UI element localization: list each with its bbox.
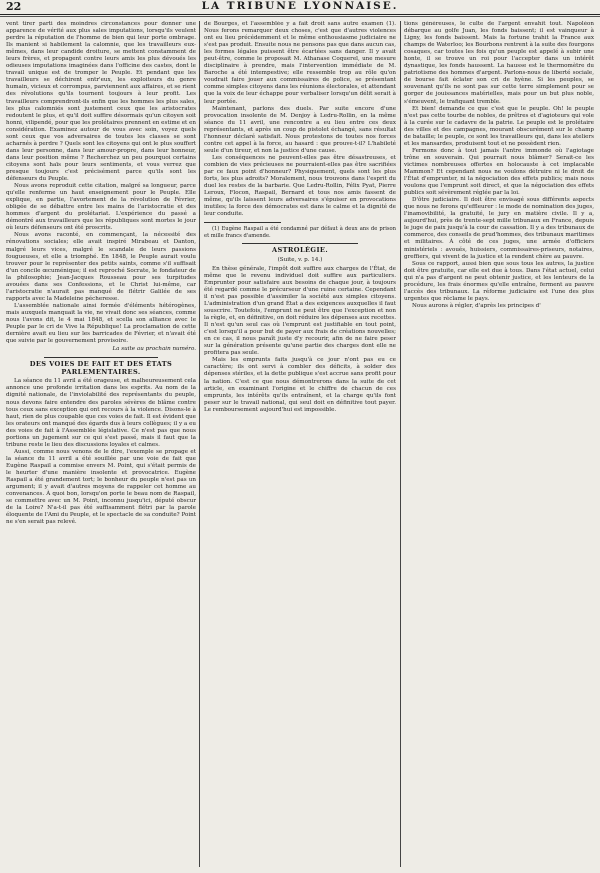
- column-1: [6, 21, 196, 867]
- article-subheading: (Suite, v. p. 14.): [277, 256, 323, 263]
- page-header: [0, 0, 600, 15]
- continuation-note: La suite au prochain numéro.: [112, 346, 196, 353]
- article-paragraph: Les conséquences ne peuvent-elles pas être désastreuses, et combien de vies précieuses ne pourraient-elles pas être sacrifiées par ce faux point d'honneur? Physiquement, quels sont les plus forts, les plus adroits? Moralement, nous trouvons dans l'esprit du duel les restes de la barbarie. Que Ledru-Rollin, Félix Pyat, Pierre Leroux, Flocon, Raspail, Bernard et tous nos amis fassent de même, qu'ils laissent leurs adversaires s'épuiser en provocations inutiles; la force des démocrates est dans le calme et la dignité de leur conduite.: [204, 154, 396, 218]
- column-3: [404, 21, 594, 867]
- article-paragraph: Nous avons reproduit cette citation, malgré sa longueur, parce qu'elle renferme un haut enseignement pour le Peuple. Elle explique, en partie, l'avortement de la révolution de Février, obligée de se débattre entre les mains de l'aristocratie et des hommes d'argent du prolétariat. L'expérience du passé a démontré aux travailleurs que les républiques sont mortes le jour où leurs défenseurs ont été proscrits.: [6, 183, 196, 232]
- article-paragraph: Sous ce rapport, aussi bien que sous tous les autres, la justice doit être gratuite, car elle est due à tous. Dans l'état actuel, celui qui n'a pas d'argent ne peut obtenir justice, et les lenteurs de la procédure, les frais énormes qu'elle entraîne, ferment au pauvre l'accès des tribunaux. La réforme judiciaire est l'une des plus urgentes que réclame le pays.: [404, 260, 594, 302]
- article-paragraph: D'ôtre judiciaire. Il doit être envisagé sous différents aspects que nous ne ferons qu'effleurer : le mode de nomination des juges, l'inamovibilité, la gratuité, le jury en matière civile. Il y a, aujourd'hui, près de trente-sept mille tribunaux en France, depuis le juge de paix jusqu'à la cour de cassation. Il y a des tribunaux de commerce, des conseils de prud'hommes, des tribunaux maritimes et militaires. À côté de ces juges, une armée d'officiers ministériels : avoués, huissiers, commissaires-priseurs, notaires, greffiers, qui vivent de la justice et la rendent chère au pauvre.: [404, 197, 594, 260]
- column-2: [204, 21, 396, 867]
- article-paragraph: Maintenant, parlons des duels. Par suite encore d'une provocation insolente de M. Denjoy à Ledru-Rollin, en la même séance du 11 avril, une rencontre a eu lieu entre ces deux représentants, et après un coup de pistolet échangé, sans résultat l'honneur déclaré satisfait. Nous protestons de toutes nos forces contre cet appel à la force, au hasard : que prouve-t-il? L'habileté seule d'un tireur, et non la justice d'une cause.: [204, 105, 396, 154]
- article-paragraph: L'assemblée nationale ainsi formée d'éléments hétérogènes, mais auxquels manquait la vie, ne vivait donc ses séances, comme nous l'avons dit, le 4 mai 1848, et scella son alliance avec le Peuple par le cri de Vive la République! La proclamation de cette dernière avait eu lieu sur les barricades de Février, et n'avait été que suivie par le gouvernement provisoire.: [6, 302, 196, 345]
- article-paragraph: vent tirer parti des moindres circonstances pour donner une apparence de vérité aux plus sales imputations, lorsqu'ils veulent perdre la réputation de l'homme de bien qui leur porte ombrage. Ils manient si habilement la calomnie, que les travailleurs eux-mêmes, dans leur candide droiture, se mettent constamment de leurs frères, et propagent contre leurs amis les plus dévoués les odieuses imputations imaginées dans l'officine des castes, dont le travail unique est de tromper le Peuple. Et pendant que les travailleurs se déchirent entr'eux, les exploiteurs du genre humain, vicieux et corrompus, parviennent aux affaires, et se rient des révolutions qu'ils tournent toujours à leur profit. Les travailleurs comprendront-ils enfin que les hommes les plus sales, les plus calomniés sont justement ceux que les aristocrates redoutent le plus, et qu'il doit suffire désormais qu'un citoyen soit honni, vilipendé, pour que les prolétaires prennent en estime et en considération. Examinez autour de vous avec soin, voyez quels sont ceux que vos adversaires de toutes les classes se sont acharnés à perdre ? Quels sont les citoyens qui ont le plus souffert dans leur personne, dans leur amour-propre, dans leur honneur, dans leur position même ? Recherchez un peu pourquoi certains citoyens sont haïs pour leurs sentiments, et vous verrez que presque toujours c'est précisément parce qu'ils sont les défenseurs du Peuple.: [6, 21, 196, 183]
- newspaper-title: LA TRIBUNE LYONNAISE.: [201, 0, 399, 12]
- footnote-separator: [204, 222, 281, 223]
- article-paragraph: Nous aurons à régler, d'après les principes d': [412, 302, 541, 309]
- article-paragraph: La séance du 11 avril a été orageuse, et malheureusement cela annonce une profonde irritation dans les esprits. Au nom de la dignité nationale, de l'inviolabilité des représentants du peuple, nous devons faire entendre des paroles sévères de blâme contre tous ceux sans exception qui ont recours à la violence. Disons-le à haut, rien de plus coupable que ces voies de fait. Il est évident que les orateurs ont manqué des égards dus à leurs collègues; il y a eu des voies de fait à l'Assemblée législative. Ce n'est pas que nous portions un jugement sur ce qui s'est passé, mais il faut que la tribune reste le lieu des discussions loyales et calmes.: [6, 378, 196, 448]
- column-divider-2: [400, 21, 401, 867]
- footnote: (1) Eugène Raspail a été condamné par défaut à deux ans de prison et mille francs d'amende.: [204, 226, 396, 239]
- article-heading: DES VOIES DE FAIT ET DES ÉTATS PARLEMENTAIRES.: [29, 360, 173, 376]
- article-paragraph: Et bien! demande ce que c'est que le peuple. Oh! le peuple n'est pas cette tourbe de nobles, de prêtres et d'agioteurs qui vole à la curée sur le cadavre de la patrie. Le peuple est le prolétaire des villes et des campagnes, mourant obscurément sur le champ de bataille; le peuple, ce sont les travailleurs qui, dans les ateliers et les mansardes, produisent tout et ne possèdent rien.: [404, 105, 594, 147]
- article-heading: ASTROLÉGIE.: [271, 246, 329, 255]
- article-paragraph: Nous avons raconté, en commençant, la nécessité des rénovations sociales; elle avait inspiré Mirabeau et Danton, malgré leurs vices, malgré le scandale de leurs passions fougueuses, et elle a triomphé. En 1848, le Peuple aurait voulu trouver pour le représenter des petits saints, comme s'il suffisait d'un concile œcuménique; il est reproché Socrate, le fondateur de la philosophie; Jean-Jacques Rousseau pour ses turpitudes avouées dans ses Confessions, et le Christ lui-même, car l'aristocratie n'aurait pas manqué de flétrir Galilée de ses rapports avec la Madeleine pécheresse.: [6, 232, 196, 302]
- article-paragraph: Fermons donc à tout jamais l'antre immonde où l'agiotage trône en souverain. Qui pourrait nous blâmer? Serait-ce les victimes nombreuses offertes en holocauste à cet implacable Mammon? Et cependant nous ne voulons détruire ni le droit de l'État d'emprunter, ni la négociation des effets publics; mais nous voulons que l'emprunt soit direct, et que la négociation des effets publics soit sévèrement réglée par la loi.: [404, 147, 594, 197]
- page-number: 22: [6, 0, 22, 13]
- section-separator: [44, 357, 158, 358]
- article-paragraph: tions généreuses, le culte de l'argent envahit tout. Napoléon débarque au golfe Juan, les fonds baissent; il est vainqueur à Ligny, les fonds baissent. Mais la fortune trahit la France aux champs de Waterloo; les Bourbons rentrent à la suite des fourgons cosaques, car toutes les fois qu'un peuple est appelé à subir une honte, il se trouve un roi pour l'accepter dans un intérêt dynastique, les fonds haussent. La hausse est le thermomètre du patriotisme des hommes d'argent. Parlons-nous de liberté sociale, de bourse fait éclater son cri de hyène. Si les peuples, se souvenant qu'ils ne sont pas sur cette terre simplement pour se gorger de jouissances matérielles, mais pour un but plus noble, s'émeuvent, le trafiquant tremble.: [404, 21, 594, 105]
- article-paragraph: de Bourges, et l'assemblée y a fait droit sans autre examen (1). Nous ferons remarquer deux choses, c'est que d'autres violences ont eu lieu précédemment et le même enthousiasme judiciaire ne s'est pas produit. Ensuite nous ne pensons pas que dans aucun cas, les formes légales puissent être écartées sans danger. Il y avait peut-être, comme le proposait M. Athanase Coquerel, une mesure disciplinaire à prendre, mais l'intervention immédiate de M. Baroche a été intempestive; elle ressemble trop au rôle qu'on voudrait faire jouer aux commissaires de police, se présentant comme simples citoyens dans les réunions électorales, et attendant que la voix de leur échappe pour verbaliser lorsqu'un délit serait à leur portée.: [204, 21, 396, 105]
- article-paragraph: Mais les emprunts faits jusqu'à ce jour n'ont pas eu ce caractère; ils ont servi à combler des déficits, à solder des dépenses stériles, et la dette publique s'est accrue sans profit pour la nation. C'est ce que nous démontrerons dans la suite de cet article, en examinant l'origine et le chiffre de chacun de ces emprunts, les intérêts qu'ils entraînent, et la charge qu'ils font peser sur le travail national, qui seul doit en définitive tout payer. Le remboursement aujourd'hui est impossible.: [204, 357, 396, 413]
- article-paragraph: En thèse générale, l'impôt doit suffire aux charges de l'État, de même que le revenu individuel doit suffire aux particuliers. Emprunter pour satisfaire aux besoins de chaque jour, à toujours été regardé comme le précurseur d'une ruine certaine. Cependant il n'est pas possible d'assimiler la société aux simples citoyens. L'administration d'un grand État a des exigences auxquelles il faut souscrire. Toutefois, l'emprunt ne peut être que l'exception et non la règle, et, en définitive, on doit réduire les dépenses aux recettes. Il n'est qu'un seul cas où l'emprunt est justifiable en tout point, c'est lorsqu'il a pour but de payer aux frais de créations nouvelles; en ce cas, il nous paraît juste d'y recourir, afin de ne faire peser sur la génération présente qu'une partie des charges dont elle ne profitera pas seule.: [204, 265, 396, 357]
- article-paragraph: Aussi, comme nous venons de le dire, l'exemple se propage et la séance du 11 avril a été souillée par une voie de fait que Eugène Raspail a commise envers M. Point, qui s'était permis de le heurter d'une manière insolente et provocatrice. Eugène Raspail a été grandement tort; le bonheur du peuple n'est pas un argument; il y avait d'autres moyens de rappeler cet homme au convenances. À quoi bon, lorsqu'on porte le beau nom de Raspail, se commettre avec un M. Point, inconnu jusqu'ici, député obscur de la Loire? N'a-t-il pas été suffisamment flétri par la parole éloquente de l'Ami du Peuple, et le spectacle de sa conduite? Point ne s'en serait pas relevé.: [6, 448, 196, 526]
- section-separator: [242, 243, 357, 244]
- column-divider-1: [199, 21, 200, 867]
- header-rule: [0, 16, 600, 17]
